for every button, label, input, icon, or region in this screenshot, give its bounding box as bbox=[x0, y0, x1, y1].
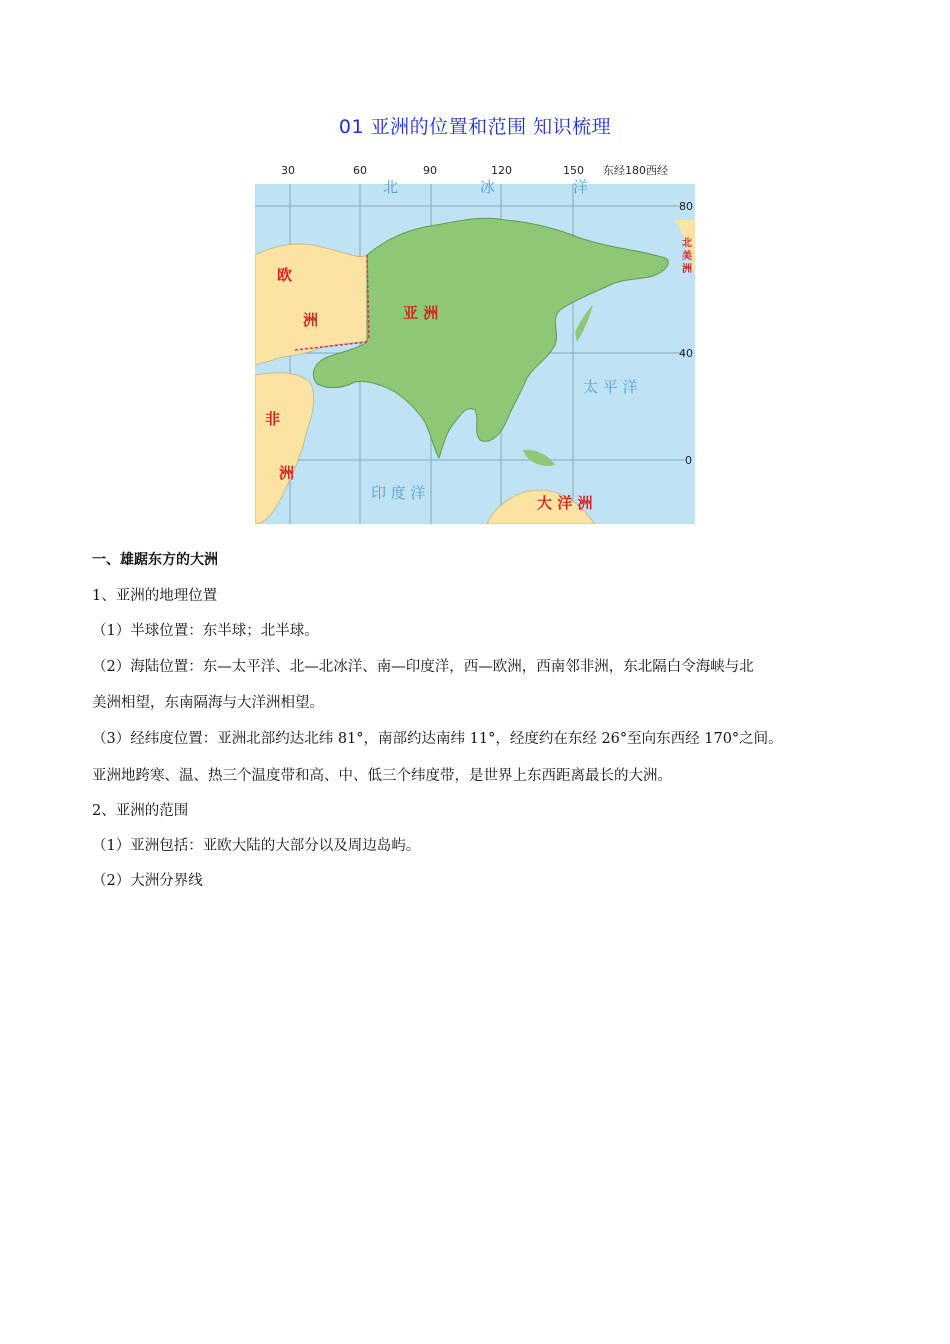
north-america-label-3: 洲 bbox=[682, 264, 692, 275]
item1-latlon-b: 亚洲地跨寒、温、热三个温度带和高、中、低三个纬度带，是世界上东西距离最长的大洲。 bbox=[92, 768, 672, 784]
lon-label-120: 120 bbox=[491, 164, 512, 177]
oceania-label: 大 洋 洲 bbox=[537, 494, 593, 512]
lat-label-0: 0 bbox=[685, 454, 692, 467]
asia-label: 亚 洲 bbox=[403, 304, 439, 322]
asia-map-svg bbox=[255, 160, 695, 524]
asia-map bbox=[255, 160, 695, 524]
europe-label-2: 洲 bbox=[303, 311, 319, 329]
lon-label-180: 东经180西经 bbox=[603, 164, 668, 177]
item1-latlon-a: （3）经纬度位置：亚洲北部约达北纬 81°，南部约达南纬 11°，经度约在东经 26°至向东西经 170°之间。 bbox=[92, 731, 783, 747]
arctic-label-2: 冰 bbox=[480, 178, 496, 196]
pacific-label: 太 平 洋 bbox=[583, 378, 638, 396]
page-title: 01 亚洲的位置和范围 知识梳理 bbox=[338, 116, 612, 138]
lon-label-60: 60 bbox=[353, 164, 367, 177]
lon-label-150: 150 bbox=[563, 164, 584, 177]
europe-label-1: 欧 bbox=[277, 266, 293, 284]
item1-heading: 1、亚洲的地理位置 bbox=[92, 588, 218, 604]
item1-hemisphere: （1）半球位置：东半球；北半球。 bbox=[92, 623, 319, 639]
section-heading: 一、雄踞东方的大洲 bbox=[92, 552, 218, 568]
item2-heading: 2、亚洲的范围 bbox=[92, 803, 189, 819]
africa-label-1: 非 bbox=[265, 410, 281, 428]
item2-includes: （1）亚洲包括：亚欧大陆的大部分以及周边岛屿。 bbox=[92, 838, 421, 854]
item1-sea-land-a: （2）海陆位置：东—太平洋、北—北冰洋、南—印度洋，西—欧洲，西南邻非洲，东北隔白令海峡与北 bbox=[92, 659, 754, 675]
arctic-label-1: 北 bbox=[383, 178, 399, 196]
lat-label-80: 80 bbox=[679, 200, 693, 213]
indian-ocean-label: 印 度 洋 bbox=[371, 484, 426, 502]
lon-label-90: 90 bbox=[423, 164, 437, 177]
item1-sea-land-b: 美洲相望，东南隔海与大洋洲相望。 bbox=[92, 695, 324, 711]
north-america-label-2: 美 bbox=[682, 251, 692, 262]
lon-label-30: 30 bbox=[281, 164, 295, 177]
item2-boundary: （2）大洲分界线 bbox=[92, 873, 203, 889]
lat-label-40: 40 bbox=[679, 347, 693, 360]
arctic-label-3: 洋 bbox=[573, 178, 589, 196]
north-america-label-1: 北 bbox=[682, 238, 692, 249]
africa-label-2: 洲 bbox=[279, 464, 295, 482]
